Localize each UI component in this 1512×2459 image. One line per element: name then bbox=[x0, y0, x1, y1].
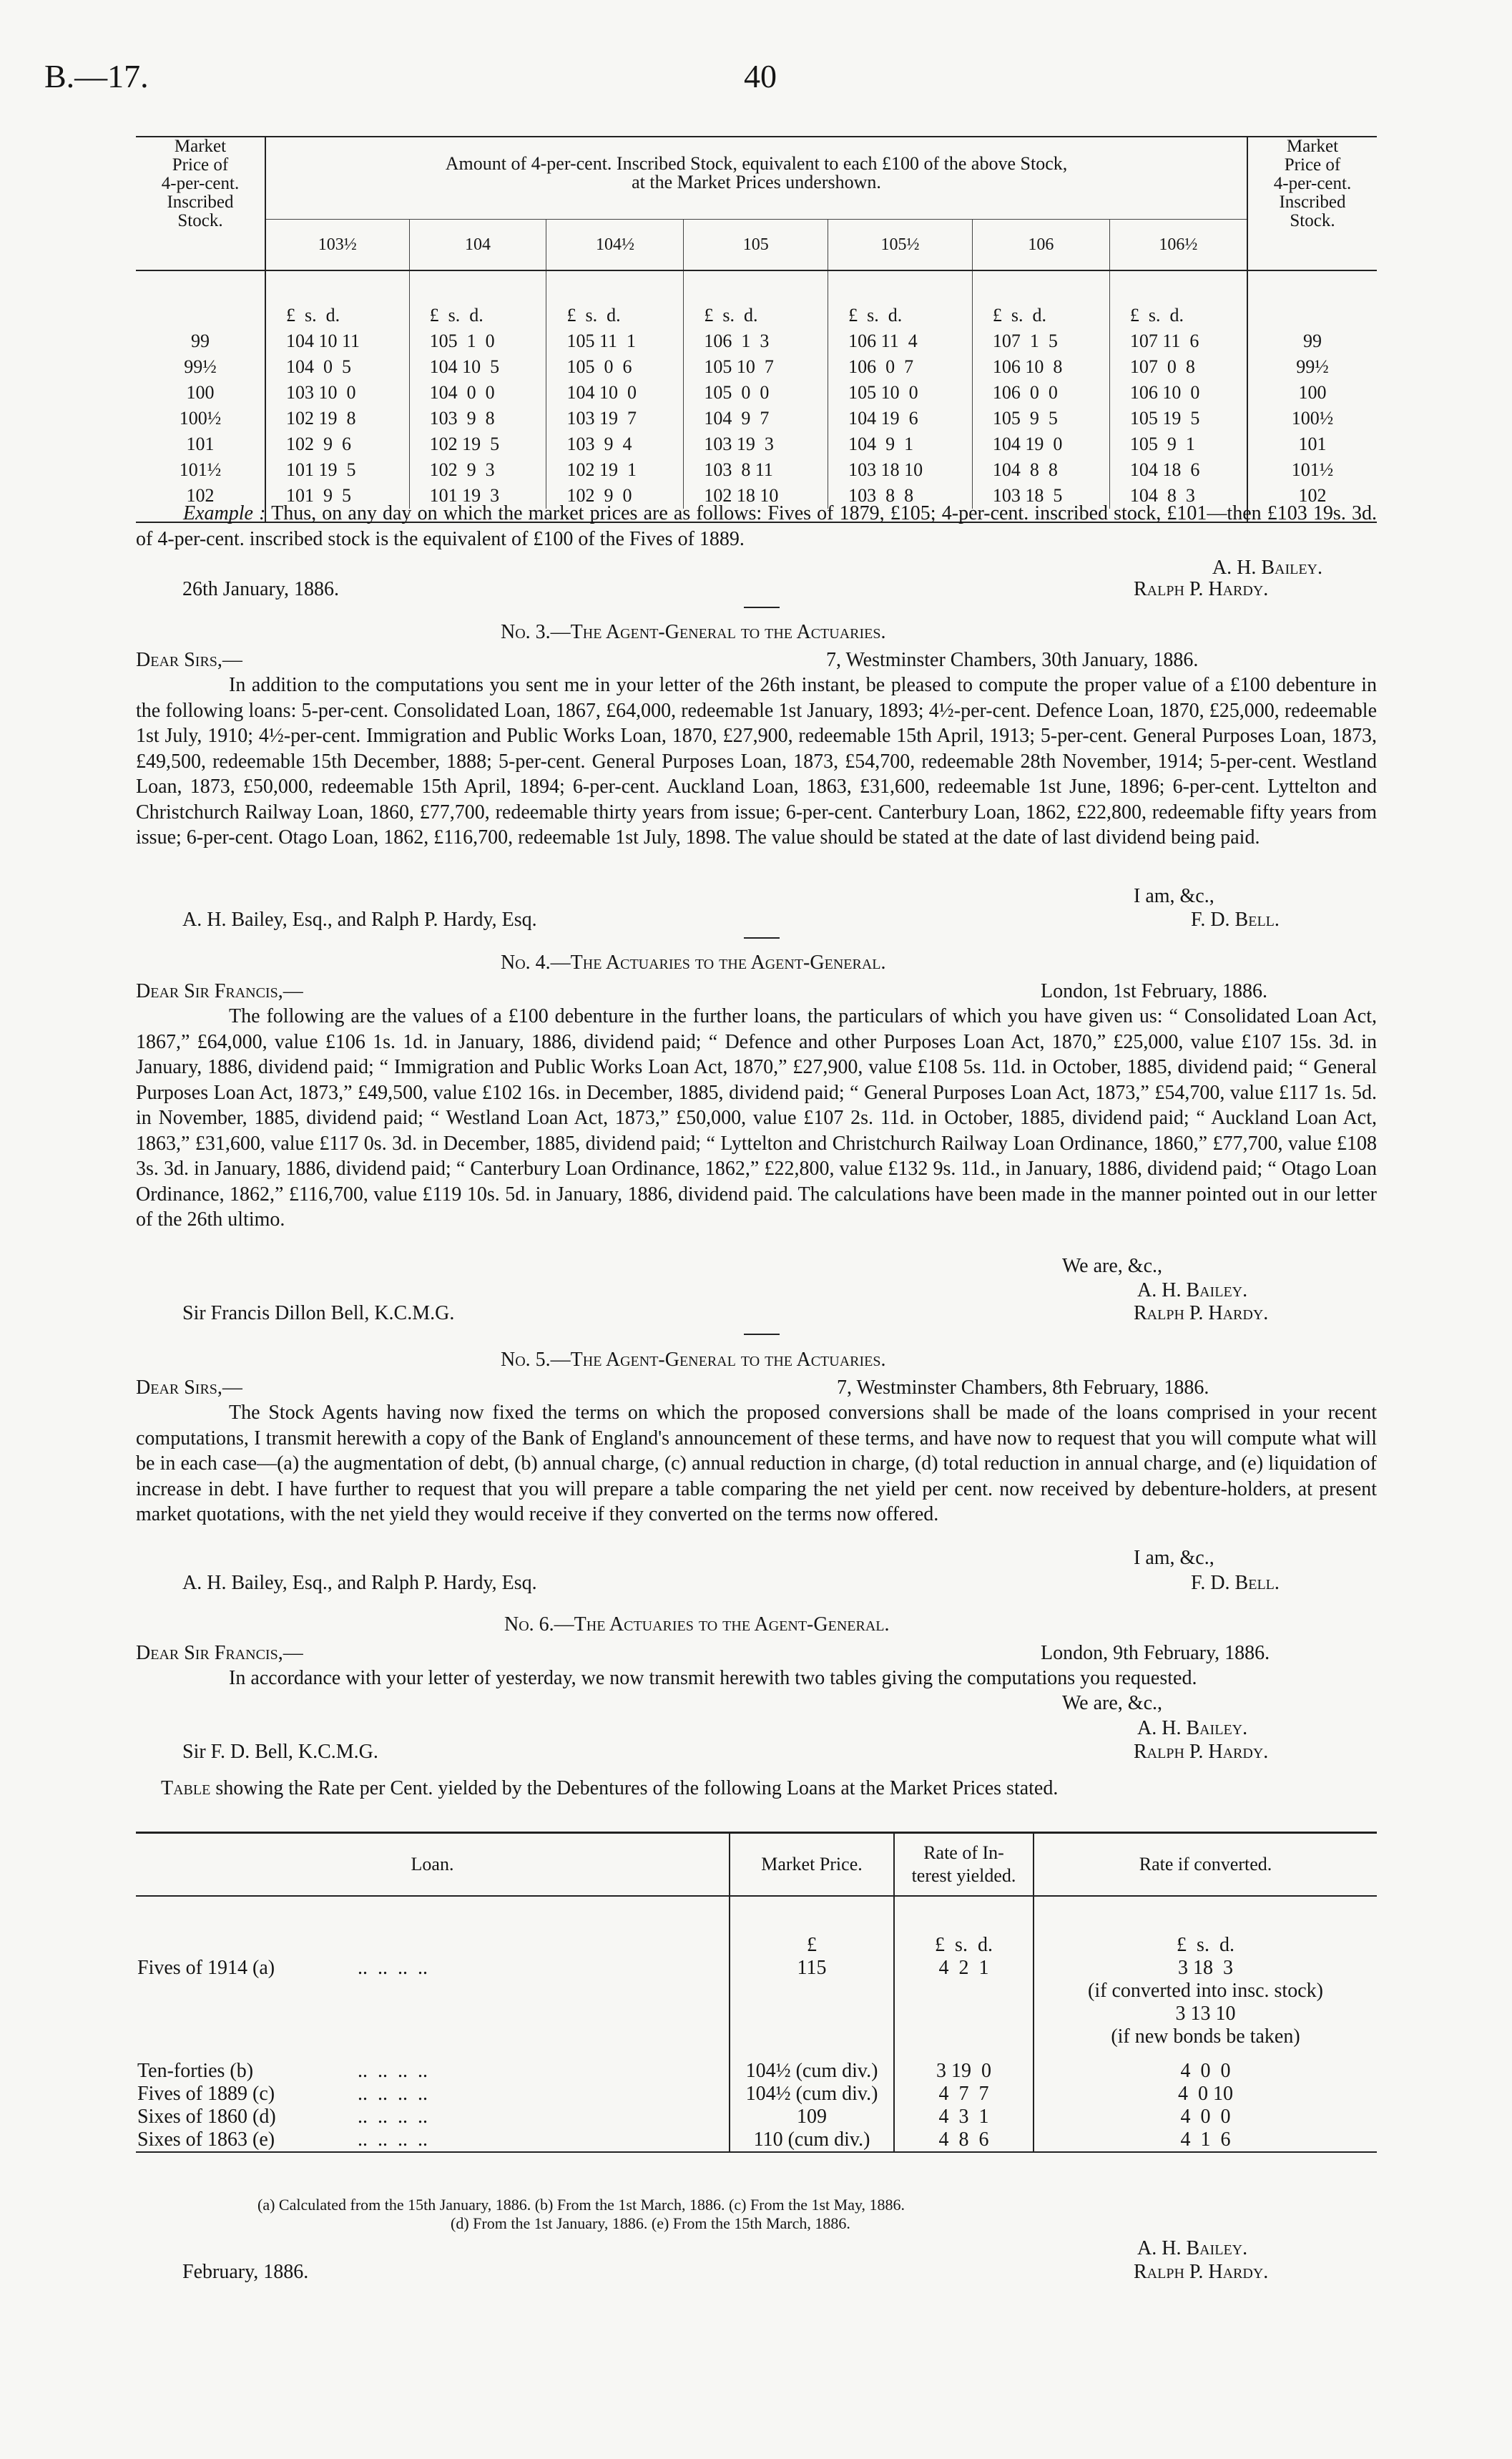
letter-3-salutation: Dear Sirs,— bbox=[136, 649, 242, 671]
rate-converted-cell: 4 0 0 bbox=[1034, 2106, 1377, 2128]
rate-yielded-column-header: Rate of In- terest yielded. bbox=[894, 1833, 1034, 1897]
rate-yielded-cell: 3 19 0 bbox=[894, 2048, 1034, 2083]
leader-dots: .. .. .. .. bbox=[358, 2106, 428, 2128]
stock-amount-cell: 105 9 5 bbox=[972, 406, 1109, 431]
stock-amount-cell: 105 0 0 bbox=[684, 380, 828, 406]
stock-amount-cell: 102 19 5 bbox=[409, 431, 546, 457]
rate-table-caption: Table showing the Rate per Cent. yielded by the Debentures of the following Loans at the Market Prices stated. bbox=[161, 1777, 1059, 1799]
letter-4-closing: We are, &c., bbox=[1062, 1255, 1162, 1277]
market-price-left: 99 bbox=[136, 328, 265, 354]
market-price-column-header: Market Price. bbox=[730, 1833, 894, 1897]
table-row bbox=[136, 457, 1377, 483]
letter-3-address: 7, Westminster Chambers, 30th January, 1886. bbox=[826, 649, 1199, 671]
table-row bbox=[136, 2128, 1377, 2152]
stock-amount-cell: 104 19 0 bbox=[972, 431, 1109, 457]
column-header: 105½ bbox=[828, 220, 973, 271]
market-price-left: 102 bbox=[136, 483, 265, 509]
market-price-right: 102 bbox=[1247, 483, 1377, 509]
stock-amount-cell: 104 8 8 bbox=[972, 457, 1109, 483]
stock-amount-cell: 107 1 5 bbox=[972, 328, 1109, 354]
example-signer-hardy: Ralph P. Hardy. bbox=[1134, 578, 1269, 600]
letter-6-heading: No. 6.—The Actuaries to the Agent-General. bbox=[504, 1613, 890, 1636]
stock-amount-cell: 104 10 0 bbox=[546, 380, 684, 406]
letter-5-addressee: A. H. Bailey, Esq., and Ralph P. Hardy, Esq. bbox=[182, 1572, 537, 1594]
parliamentary-paper-code: B.—17. bbox=[44, 58, 149, 94]
market-price-right: 99 bbox=[1247, 328, 1377, 354]
stock-amount-cell: 104 9 7 bbox=[684, 406, 828, 431]
stock-amount-cell: 103 8 11 bbox=[684, 457, 828, 483]
stock-amount-cell: 105 19 5 bbox=[1109, 406, 1247, 431]
column-header: 106 bbox=[972, 220, 1109, 271]
stock-amount-cell: 105 10 7 bbox=[684, 354, 828, 380]
rate-yielded-cell: 4 8 6 bbox=[894, 2128, 1034, 2152]
stock-amount-cell: 102 18 10 bbox=[684, 483, 828, 509]
rate-converted-cell: 4 0 0 bbox=[1034, 2048, 1377, 2083]
loan-column-header: Loan. bbox=[136, 1833, 730, 1897]
leader-dots: .. .. .. .. bbox=[358, 2083, 428, 2105]
leader-dots: .. .. .. .. bbox=[358, 2128, 428, 2151]
divider bbox=[744, 607, 780, 608]
market-price-left: 100 bbox=[136, 380, 265, 406]
stock-amount-cell: 105 11 1 bbox=[546, 328, 684, 354]
stock-amount-cell: 105 1 0 bbox=[409, 328, 546, 354]
letter-6-signer-hardy: Ralph P. Hardy. bbox=[1134, 1741, 1269, 1763]
stock-amount-cell: 102 19 1 bbox=[546, 457, 684, 483]
letter-6-address: London, 9th February, 1886. bbox=[1041, 1642, 1270, 1664]
column-header: 104 bbox=[409, 220, 546, 271]
letter-5-closing: I am, &c., bbox=[1134, 1547, 1214, 1569]
letter-4-heading: No. 4.—The Actuaries to the Agent-General. bbox=[501, 952, 886, 974]
loan-name: Sixes of 1860 (d) bbox=[137, 2106, 276, 2128]
stock-amount-cell: 105 0 6 bbox=[546, 354, 684, 380]
table-row bbox=[136, 2048, 1377, 2083]
table-date: February, 1886. bbox=[182, 2261, 309, 2283]
letter-6-addressee: Sir F. D. Bell, K.C.M.G. bbox=[182, 1741, 378, 1763]
loan-name: Fives of 1889 (c) bbox=[137, 2083, 275, 2105]
table-row bbox=[136, 2106, 1377, 2128]
column-header: 105 bbox=[684, 220, 828, 271]
stock-amount-cell: 104 8 3 bbox=[1109, 483, 1247, 509]
letter-5-signer: F. D. Bell. bbox=[1191, 1572, 1280, 1594]
market-price-cell: 104½ (cum div.) bbox=[730, 2048, 894, 2083]
letter-6-closing: We are, &c., bbox=[1062, 1692, 1162, 1714]
stock-amount-cell: 101 9 5 bbox=[286, 485, 351, 506]
example-paragraph: Example : Thus, on any day on which the market prices are as follows: Fives of 1879, £105; 4-per-cent. inscribed stock, £101—then £103 19s. 3d. of 4-per-cent. inscribed stock is the equivalent of £100 of the Fives of 1889. bbox=[136, 502, 1377, 550]
stock-amount-cell: 104 10 11 bbox=[286, 331, 360, 351]
stock-amount-cell: 102 9 6 bbox=[286, 434, 351, 454]
footnote-line-1: (a) Calculated from the 15th January, 1886. (b) From the 1st March, 1886. (c) From the 1st May, 1886. bbox=[257, 2196, 905, 2214]
table-row bbox=[136, 328, 1377, 354]
table-row bbox=[136, 380, 1377, 406]
units-row: £ s. d. £ s. d. £ s. d. £ s. d. £ s. d. £ s. d. £ s. d. bbox=[136, 271, 1377, 328]
table-signer-hardy: Ralph P. Hardy. bbox=[1134, 2261, 1269, 2283]
divider bbox=[744, 1334, 780, 1335]
loan-name: Sixes of 1863 (e) bbox=[137, 2128, 275, 2151]
stock-amount-cell: 101 19 3 bbox=[409, 483, 546, 509]
letter-3-addressee: A. H. Bailey, Esq., and Ralph P. Hardy, Esq. bbox=[182, 909, 537, 931]
stock-amount-cell: 103 19 7 bbox=[546, 406, 684, 431]
stock-amount-cell: 103 10 0 bbox=[286, 382, 356, 403]
stock-amount-cell: 102 19 8 bbox=[286, 408, 356, 429]
stock-amount-cell: 102 9 0 bbox=[546, 483, 684, 509]
table-row bbox=[136, 354, 1377, 380]
letter-6-salutation: Dear Sir Francis,— bbox=[136, 1642, 303, 1664]
stock-amount-cell: 103 8 8 bbox=[828, 483, 973, 509]
loan-name: Ten-forties (b) bbox=[137, 2060, 254, 2082]
market-price-right: 101½ bbox=[1247, 457, 1377, 483]
market-price-left: 101½ bbox=[136, 457, 265, 483]
letter-5-heading: No. 5.—The Agent-General to the Actuaries. bbox=[501, 1349, 886, 1371]
market-price-right: 100 bbox=[1247, 380, 1377, 406]
letter-5-salutation: Dear Sirs,— bbox=[136, 1377, 242, 1399]
stock-amount-cell: 104 18 6 bbox=[1109, 457, 1247, 483]
stock-amount-cell: 103 18 5 bbox=[972, 483, 1109, 509]
letter-3-closing: I am, &c., bbox=[1134, 885, 1214, 907]
stock-amount-cell: 103 9 8 bbox=[409, 406, 546, 431]
rate-per-cent-table bbox=[136, 1832, 1377, 2153]
letter-4-signer-hardy: Ralph P. Hardy. bbox=[1134, 1302, 1269, 1324]
stock-amount-cell: 105 9 1 bbox=[1109, 431, 1247, 457]
stock-amount-cell: 107 0 8 bbox=[1109, 354, 1247, 380]
divider bbox=[744, 937, 780, 939]
stock-amount-cell: 107 11 6 bbox=[1109, 328, 1247, 354]
units-row: £ £ s. d. £ s. d. bbox=[136, 1896, 1377, 1957]
right-market-price-header: Market Price of 4-per-cent. Inscribed Stock. bbox=[1247, 137, 1377, 270]
stock-amount-cell: 106 1 3 bbox=[684, 328, 828, 354]
letter-3-body: In addition to the computations you sent me in your letter of the 26th instant, be pleased to compute the proper value of a £100 debenture in the following loans: 5-per-cent. Consolidated Loan, 1867, £64,000, redeemable 1st January, 1893; 4½-per-cent. Defence Loan, 1870, £25,000, redeemable 1st July, 1910; 4½-per-cent. Immigration and Public Works Loan, 1870, £27,900, redeemable 15th April, 1913; 5-per-cent. General Purposes Loan, 1873, £49,500, redeemable 15th December, 1888; 5-per-cent. General Purposes Loan, 1873, £54,700, redeemable 28th November, 1914; 5-per-cent. Westland Loan, 1873, £50,000, redeemable 15th April, 1894; 6-per-cent. Auckland Loan, 1863, £31,600, redeemable 1st June, 1896; 6-per-cent. Lyttelton and Christchurch Railway Loan, 1860, £77,700, redeemable thirty years from issue; 6-per-cent. Canterbury Loan, 1862, £22,800, redeemable fifty years from issue; 6-per-cent. Otago Loan, 1862, £116,700, redeemable 1st July, 1898. The value should be stated at the date of last dividend being paid. bbox=[136, 674, 1377, 849]
stock-amount-cell: 104 19 6 bbox=[828, 406, 973, 431]
letter-3-heading: No. 3.—The Agent-General to the Actuaries. bbox=[501, 621, 886, 643]
column-header-row bbox=[136, 220, 1377, 271]
stock-amount-cell: 103 19 3 bbox=[684, 431, 828, 457]
footnote-line-2: (d) From the 1st January, 1886. (e) From the 15th March, 1886. bbox=[451, 2214, 850, 2232]
letter-4-body: The following are the values of a £100 debenture in the further loans, the particulars of which you have given us: “ Consolidated Loan Act, 1867,” £64,000, value £106 1s. 1d. in January, 1886, dividend paid; “ Defence and other Purposes Loan Act, 1870,” £25,000, value £107 15s. 3d. in January, 1886, dividend paid; “ Immigration and Public Works Loan Act, 1870,” £27,900, value £108 5s. 11d. in October, 1885, dividend paid; “ General Purposes Loan Act, 1873,” £49,500, value £102 16s. in December, 1885, dividend paid; “ General Purposes Loan Act, 1873,” £54,700, value £117 1s. 5d. in November, 1885, dividend paid; “ Westland Loan Act, 1873,” £50,000, value £107 2s. 11d. in October, 1885, dividend paid; “ Auckland Loan Act, 1863,” £31,600, value £117 0s. 3d. in December, 1885, dividend paid; “ Lyttelton and Christchurch Railway Loan Ordinance, 1860,” £77,700, value £108 3s. 3d. in January, 1886, dividend paid; “ Canterbury Loan Ordinance, 1862,” £22,800, value £132 9s. 11d., in January, 1886, dividend paid; “ Otago Loan Ordinance, 1862,” £116,700, value £119 10s. 5d. in January, 1886, dividend paid. The calculations have been made in the manner pointed out in our letter of the 26th ultimo. bbox=[136, 1005, 1377, 1231]
example-date: 26th January, 1886. bbox=[182, 578, 340, 600]
stock-amount-cell: 104 0 0 bbox=[409, 380, 546, 406]
stock-amount-cell: 102 9 3 bbox=[409, 457, 546, 483]
table-title: Amount of 4-per-cent. Inscribed Stock, equivalent to each £100 of the above Stock, at the Market Prices undershown. bbox=[265, 137, 1247, 220]
rate-yielded-cell: 4 3 1 bbox=[894, 2106, 1034, 2128]
letter-4-signer-bailey: A. H. Bailey. bbox=[1137, 1279, 1248, 1301]
letter-4-address: London, 1st February, 1886. bbox=[1041, 980, 1268, 1002]
market-price-left: 100½ bbox=[136, 406, 265, 431]
stock-amount-cell: 105 10 0 bbox=[828, 380, 973, 406]
letter-6-body: In accordance with your letter of yesterday, we now transmit herewith two tables giving the computations you requested. bbox=[229, 1667, 1197, 1689]
page-number: 40 bbox=[744, 58, 777, 94]
rate-yielded-cell: 4 7 7 bbox=[894, 2083, 1034, 2106]
letter-6-signer-bailey: A. H. Bailey. bbox=[1137, 1717, 1248, 1739]
letter-5-body: The Stock Agents having now fixed the terms on which the proposed conversions shall be made of the loans comprised in your recent computations, I transmit herewith a copy of the Bank of England's announcement of these terms, and have now to request that you will compute what will be in each case—(a) the augmentation of debt, (b) annual charge, (c) annual reduction in charge, (d) total reduction in annual charge, and (e) liquidation of increase in debt. I have further to request that you will prepare a table comparing the net yield per cent. now received by debenture-holders, at present market quotations, with the net yield they would receive if they converted on the terms now offered. bbox=[136, 1402, 1377, 1525]
column-header: 104½ bbox=[546, 220, 684, 271]
stock-amount-cell: 103 18 10 bbox=[828, 457, 973, 483]
stock-amount-cell: 103 9 4 bbox=[546, 431, 684, 457]
market-price-cell: 109 bbox=[730, 2106, 894, 2128]
column-header: 106½ bbox=[1109, 220, 1247, 271]
market-price-right: 100½ bbox=[1247, 406, 1377, 431]
stock-amount-cell: 104 9 1 bbox=[828, 431, 973, 457]
stock-amount-cell: 106 10 8 bbox=[972, 354, 1109, 380]
market-price-left: 99½ bbox=[136, 354, 265, 380]
stock-amount-cell: 104 0 5 bbox=[286, 356, 351, 377]
left-market-price-header: Market Price of 4-per-cent. Inscribed Stock. bbox=[136, 137, 265, 270]
table-row bbox=[136, 2083, 1377, 2106]
stock-amount-cell: 104 10 5 bbox=[409, 354, 546, 380]
stock-amount-cell: 106 11 4 bbox=[828, 328, 973, 354]
market-price-right: 99½ bbox=[1247, 354, 1377, 380]
leader-dots: .. .. .. .. bbox=[358, 2060, 428, 2082]
letter-4-salutation: Dear Sir Francis,— bbox=[136, 980, 303, 1002]
stock-amount-cell: 106 0 0 bbox=[972, 380, 1109, 406]
market-price-right: 101 bbox=[1247, 431, 1377, 457]
rate-converted-column-header: Rate if converted. bbox=[1034, 1833, 1377, 1897]
inscribed-stock-table bbox=[136, 136, 1377, 523]
rate-converted-cell: 4 1 6 bbox=[1034, 2128, 1377, 2152]
rate-converted-cell: 4 0 10 bbox=[1034, 2083, 1377, 2106]
market-price-left: 101 bbox=[136, 431, 265, 457]
column-header: 103½ bbox=[318, 235, 357, 254]
market-price-cell: 104½ (cum div.) bbox=[730, 2083, 894, 2106]
letter-4-addressee: Sir Francis Dillon Bell, K.C.M.G. bbox=[182, 1302, 455, 1324]
stock-amount-cell: 106 10 0 bbox=[1109, 380, 1247, 406]
example-signer-bailey: A. H. Bailey. bbox=[1212, 557, 1322, 579]
table-row bbox=[136, 406, 1377, 431]
stock-amount-cell: 101 19 5 bbox=[286, 459, 356, 480]
stock-amount-cell: 106 0 7 bbox=[828, 354, 973, 380]
market-price-cell: 110 (cum div.) bbox=[730, 2128, 894, 2152]
table-row: Fives of 1914 (a) .. .. .. .. 115 4 2 1 3 18 3 (if converted into insc. stock) 3 13 10 (if new bonds be taken) bbox=[136, 1957, 1377, 2048]
letter-5-address: 7, Westminster Chambers, 8th February, 1886. bbox=[837, 1377, 1209, 1399]
table-signer-bailey: A. H. Bailey. bbox=[1137, 2237, 1248, 2259]
table-row bbox=[136, 431, 1377, 457]
letter-3-signer: F. D. Bell. bbox=[1191, 909, 1280, 931]
